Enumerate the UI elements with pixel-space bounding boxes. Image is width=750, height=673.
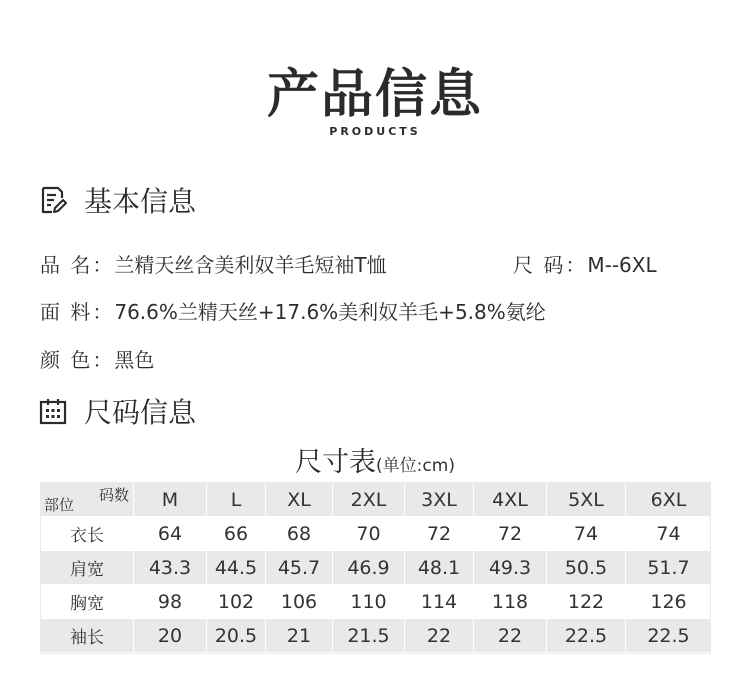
- table-row: [41, 517, 712, 551]
- table-cell: 21.5: [333, 619, 405, 653]
- table-header-row: [41, 483, 712, 517]
- table-cell: 106: [266, 585, 333, 619]
- size-table-title-text: 尺寸表: [295, 447, 377, 478]
- table-cell: 122: [547, 585, 626, 619]
- table-cell: 22: [474, 619, 547, 653]
- table-cell: 64: [134, 517, 207, 551]
- table-row: [41, 551, 712, 585]
- page-title: 产品信息: [266, 65, 483, 125]
- table-cell: 51.7: [626, 551, 712, 585]
- size-header-cell: 5XL: [547, 483, 626, 517]
- table-cell: 110: [333, 585, 405, 619]
- table-cell: 20: [134, 619, 207, 653]
- calendar-grid-icon: [38, 396, 68, 426]
- table-cell: 114: [405, 585, 474, 619]
- info-key: 颜 色：: [40, 348, 115, 372]
- table-cell: 118: [474, 585, 547, 619]
- info-key: 面 料：: [40, 300, 115, 324]
- table-cell: 98: [134, 585, 207, 619]
- table-cell: 44.5: [207, 551, 266, 585]
- size-header-cell: XL: [266, 483, 333, 517]
- size-table: [40, 482, 712, 653]
- size-header-cell: L: [207, 483, 266, 517]
- table-cell: 72: [474, 517, 547, 551]
- corner-label-size: 码数: [98, 486, 129, 504]
- table-cell: 66: [207, 517, 266, 551]
- size-header-cell: 4XL: [474, 483, 547, 517]
- info-value: 76.6%兰精天丝+17.6%美利奴羊毛+5.8%氨纶: [114, 300, 546, 324]
- table-row: [41, 619, 712, 653]
- table-cell: 46.9: [333, 551, 405, 585]
- corner-label-part: 部位: [44, 496, 75, 514]
- info-value: 兰精天丝含美利奴羊毛短袖T恤: [114, 253, 387, 277]
- size-header-cell: 6XL: [626, 483, 712, 517]
- row-label: 胸宽: [41, 585, 134, 619]
- info-row-size-range: [513, 249, 657, 278]
- document-edit-icon: [38, 185, 68, 215]
- table-cell: 50.5: [547, 551, 626, 585]
- info-key: 尺 码：: [513, 253, 588, 277]
- table-cell: 72: [405, 517, 474, 551]
- size-header-cell: 3XL: [405, 483, 474, 517]
- table-cell: 21: [266, 619, 333, 653]
- table-cell: 68: [266, 517, 333, 551]
- table-cell: 126: [626, 585, 712, 619]
- table-corner-cell: [41, 483, 134, 517]
- info-row-color: [40, 344, 154, 373]
- table-cell: 74: [626, 517, 712, 551]
- table-cell: 45.7: [266, 551, 333, 585]
- row-label: 衣长: [41, 517, 134, 551]
- basic-info-heading: [38, 182, 196, 218]
- table-cell: 48.1: [405, 551, 474, 585]
- size-info-heading: [38, 393, 196, 429]
- table-cell: 20.5: [207, 619, 266, 653]
- table-cell: 22.5: [547, 619, 626, 653]
- table-row: [41, 585, 712, 619]
- info-value: 黑色: [114, 348, 155, 372]
- table-cell: 102: [207, 585, 266, 619]
- table-cell: 49.3: [474, 551, 547, 585]
- table-cell: 70: [333, 517, 405, 551]
- size-header-cell: M: [134, 483, 207, 517]
- size-table-unit: (单位:cm): [376, 456, 455, 476]
- table-cell: 22.5: [626, 619, 712, 653]
- info-row-fabric: [40, 296, 546, 325]
- info-key: 品 名：: [40, 253, 115, 277]
- row-label: 袖长: [41, 619, 134, 653]
- size-info-label: 尺码信息: [84, 396, 197, 429]
- table-cell: 43.3: [134, 551, 207, 585]
- info-row-name: [40, 249, 387, 278]
- size-table-title: [0, 440, 750, 479]
- row-label: 肩宽: [41, 551, 134, 585]
- size-header-cell: 2XL: [333, 483, 405, 517]
- page-subtitle: PRODUCTS: [329, 125, 421, 138]
- basic-info-label: 基本信息: [84, 185, 197, 218]
- info-value: M--6XL: [587, 253, 657, 277]
- table-cell: 22: [405, 619, 474, 653]
- table-cell: 74: [547, 517, 626, 551]
